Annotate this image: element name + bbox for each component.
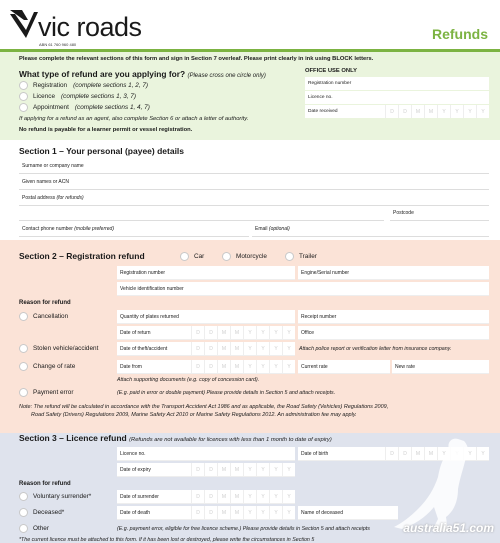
- date-boxes: [191, 360, 295, 373]
- legal-note-line-2: Road Safety (Drivers) Regulations 2009, Marine Safety Act 2010 or Marine Safety Regulations 2012. An administration fee may apply.: [31, 412, 357, 418]
- phone-field[interactable]: [19, 223, 249, 237]
- office-use-heading: OFFICE USE ONLY: [305, 68, 357, 74]
- field-hint: (for refunds): [56, 195, 84, 201]
- field-label: Vehicle identification number: [120, 286, 184, 292]
- date-box[interactable]: Y: [256, 342, 269, 355]
- date-box[interactable]: Y: [256, 326, 269, 339]
- date-box[interactable]: D: [398, 105, 411, 118]
- trailer-radio[interactable]: [285, 252, 294, 261]
- option-label: Licence: [33, 93, 56, 100]
- date-boxes: [191, 463, 295, 476]
- cancellation-option[interactable]: [19, 312, 68, 321]
- section-3-title-hint: (Refunds are not available for licences with less than 1 month to date of expiry): [129, 437, 332, 443]
- date-boxes: [191, 326, 295, 339]
- deceased-option[interactable]: [19, 508, 64, 517]
- other-radio[interactable]: [19, 524, 28, 533]
- date-box[interactable]: Y: [243, 463, 256, 476]
- voluntary-radio[interactable]: [19, 492, 28, 501]
- date-box[interactable]: M: [230, 506, 243, 519]
- field-label: Date of surrender: [120, 494, 159, 500]
- vin-field[interactable]: [117, 282, 489, 296]
- other-option[interactable]: [19, 524, 49, 533]
- field-label: Email: [255, 226, 268, 232]
- refund-type-section: [0, 52, 500, 140]
- date-box[interactable]: Y: [256, 360, 269, 373]
- date-box[interactable]: Y: [476, 105, 489, 118]
- option-note: (complete sections 1, 4, 7): [74, 104, 150, 111]
- date-box[interactable]: Y: [243, 490, 256, 503]
- email-field[interactable]: [252, 223, 489, 237]
- field-label: Licence no.: [120, 451, 146, 457]
- date-box[interactable]: Y: [282, 463, 295, 476]
- licence-number-field[interactable]: [117, 447, 295, 461]
- date-box[interactable]: M: [217, 326, 230, 339]
- date-box[interactable]: D: [204, 326, 217, 339]
- date-box[interactable]: Y: [243, 326, 256, 339]
- field-label: Date of theft/accident: [120, 346, 168, 352]
- date-box[interactable]: Y: [269, 342, 282, 355]
- option-label: Trailer: [299, 253, 317, 260]
- date-boxes: [191, 490, 295, 503]
- section-2-title: Section 2 – Registration refund: [19, 251, 145, 261]
- date-box[interactable]: Y: [269, 506, 282, 519]
- name-of-deceased-field[interactable]: [298, 506, 398, 520]
- date-box[interactable]: M: [230, 463, 243, 476]
- date-box[interactable]: Y: [450, 105, 463, 118]
- payment-error-option[interactable]: [19, 388, 74, 397]
- field-label: Date from: [120, 364, 142, 370]
- date-box[interactable]: Y: [282, 490, 295, 503]
- reason-heading: Reason for refund: [19, 300, 71, 306]
- date-box[interactable]: Y: [282, 506, 295, 519]
- field-label: Postcode: [393, 210, 414, 216]
- date-box[interactable]: M: [230, 326, 243, 339]
- registration-number-field[interactable]: [117, 266, 295, 280]
- date-box[interactable]: D: [385, 447, 398, 460]
- date-box[interactable]: D: [398, 447, 411, 460]
- deceased-radio[interactable]: [19, 508, 28, 517]
- cancellation-radio[interactable]: [19, 312, 28, 321]
- new-rate-field[interactable]: [392, 360, 489, 374]
- abn-number: ABN 61 760 960 480: [39, 42, 77, 47]
- date-box[interactable]: M: [217, 342, 230, 355]
- date-box[interactable]: Y: [463, 105, 476, 118]
- field-label: Postal address: [22, 195, 56, 201]
- postal-address-line2-field[interactable]: [19, 207, 384, 221]
- date-box[interactable]: M: [217, 490, 230, 503]
- form-title: Refunds: [432, 26, 488, 42]
- brand-name: vic roads: [38, 12, 142, 42]
- option-label: Payment error: [33, 389, 74, 396]
- agent-note: If applying for a refund as an agent, also complete Section 6 or attach a letter of authority.: [19, 116, 249, 122]
- date-box[interactable]: D: [191, 326, 204, 339]
- vehicle-car-option[interactable]: [180, 252, 204, 261]
- payment-error-note: (E.g. paid in error or double payment) Please provide details in Section 5 and attach receipts.: [117, 390, 336, 396]
- date-from-field[interactable]: [117, 360, 295, 374]
- vehicle-motorcycle-option[interactable]: [222, 252, 267, 261]
- option-label: Car: [194, 253, 205, 260]
- option-appointment[interactable]: [19, 103, 150, 112]
- date-box[interactable]: Y: [243, 342, 256, 355]
- date-box[interactable]: Y: [269, 463, 282, 476]
- option-label: Other: [33, 525, 49, 532]
- given-names-field[interactable]: [19, 176, 489, 190]
- date-box[interactable]: M: [217, 506, 230, 519]
- date-box[interactable]: M: [411, 447, 424, 460]
- field-hint: (mobile preferred): [74, 226, 115, 232]
- date-box[interactable]: D: [191, 506, 204, 519]
- current-rate-field[interactable]: [298, 360, 390, 374]
- field-label: Engine/Serial number: [301, 270, 350, 276]
- date-box[interactable]: Y: [463, 447, 476, 460]
- date-boxes: [191, 342, 295, 355]
- option-label: Registration: [33, 82, 68, 89]
- date-box[interactable]: Y: [437, 105, 450, 118]
- date-box[interactable]: Y: [476, 447, 489, 460]
- date-box[interactable]: D: [204, 463, 217, 476]
- legal-note-line-1: Note: The refund will be calculated in accordance with the Transport Accident Act 1986 and as applicable, the Road Safety (Vehicles) Regulations 2009,: [19, 404, 389, 410]
- concession-note: Attach supporting documents (e.g. copy of concession card).: [117, 377, 260, 383]
- postal-address-field[interactable]: [19, 192, 489, 206]
- surname-field[interactable]: [19, 160, 489, 174]
- date-box[interactable]: Y: [282, 360, 295, 373]
- stolen-radio[interactable]: [19, 344, 28, 353]
- appointment-radio[interactable]: [19, 103, 28, 112]
- field-label: Contact phone number: [22, 226, 73, 232]
- date-box[interactable]: Y: [269, 490, 282, 503]
- instruction-text: Please complete the relevant sections of this form and sign in Section 7 overleaf. Please print clearly in ink using BLOCK letters.: [19, 56, 374, 62]
- licence-footnote: *The current licence must be attached to this form. If it has been lost or destroyed, please write the circumstances in Section 5: [19, 537, 315, 543]
- option-label: Appointment: [33, 104, 69, 111]
- date-box[interactable]: Y: [269, 360, 282, 373]
- office-date-received-field[interactable]: [305, 105, 489, 119]
- learner-note: No refund is payable for a learner permit or vessel registration.: [19, 127, 193, 133]
- option-note: (complete sections 1, 2, 7): [73, 82, 149, 89]
- field-label: Current rate: [301, 364, 328, 370]
- field-label: Receipt number: [301, 314, 337, 320]
- date-surrender-field[interactable]: [117, 490, 295, 504]
- date-theft-field[interactable]: [117, 342, 295, 356]
- licence-radio[interactable]: [19, 92, 28, 101]
- field-label: Registration number: [120, 270, 166, 276]
- date-of-expiry-field[interactable]: [117, 463, 295, 477]
- field-label: Date of death: [120, 510, 151, 516]
- police-note: Attach police report or verification letter from insurance company.: [299, 346, 452, 352]
- vicroads-v-icon: [8, 8, 40, 42]
- date-box[interactable]: M: [230, 490, 243, 503]
- field-label: Date received: [308, 109, 338, 114]
- date-box[interactable]: M: [424, 105, 437, 118]
- section-3-title: [19, 433, 332, 443]
- date-box[interactable]: Y: [256, 506, 269, 519]
- office-registration-field[interactable]: [305, 77, 489, 91]
- legal-note: [19, 403, 489, 419]
- field-label: Surname or company name: [22, 163, 84, 169]
- date-boxes: [191, 506, 295, 519]
- date-box[interactable]: Y: [437, 447, 450, 460]
- vehicle-trailer-option[interactable]: [285, 252, 317, 261]
- section-1-personal-details: [0, 140, 500, 240]
- registration-radio[interactable]: [19, 81, 28, 90]
- field-label: Given names or ACN: [22, 179, 69, 185]
- car-radio[interactable]: [180, 252, 189, 261]
- date-box[interactable]: D: [204, 360, 217, 373]
- office-licence-field[interactable]: [305, 91, 489, 105]
- question-hint: (Please cross one circle only): [187, 73, 266, 79]
- option-label: Voluntary surrender*: [33, 493, 92, 500]
- motorcycle-radio[interactable]: [222, 252, 231, 261]
- date-box[interactable]: D: [204, 342, 217, 355]
- date-return-field[interactable]: [117, 326, 295, 340]
- section-3-title-text: Section 3 – Licence refund: [19, 433, 127, 443]
- option-note: (complete sections 1, 3, 7): [61, 93, 136, 100]
- field-label: Office: [301, 330, 314, 336]
- section-2-registration-refund: [0, 240, 500, 433]
- other-note: (E.g. payment error, eligible for free licence scheme.) Please provide details in Section 5 and attach receipts: [117, 526, 370, 532]
- change-rate-radio[interactable]: [19, 362, 28, 371]
- field-label: Quantity of plates returned: [120, 314, 179, 320]
- date-box[interactable]: D: [191, 463, 204, 476]
- receipt-number-field[interactable]: [298, 310, 489, 324]
- option-label: Stolen vehicle/accident: [33, 345, 99, 352]
- field-label: Date of expiry: [120, 467, 151, 473]
- date-box[interactable]: Y: [243, 506, 256, 519]
- date-box[interactable]: D: [191, 360, 204, 373]
- date-box[interactable]: Y: [269, 326, 282, 339]
- option-registration[interactable]: [19, 81, 148, 90]
- date-box[interactable]: D: [191, 342, 204, 355]
- change-rate-option[interactable]: [19, 362, 75, 371]
- stolen-option[interactable]: [19, 344, 98, 353]
- field-label: Date of birth: [301, 451, 329, 457]
- form-header: [0, 0, 500, 54]
- field-hint: (optional): [268, 226, 290, 232]
- option-label: Motorcycle: [236, 253, 267, 260]
- field-label: Licence no.: [308, 95, 333, 100]
- option-licence[interactable]: [19, 92, 136, 101]
- date-box[interactable]: D: [204, 490, 217, 503]
- date-box[interactable]: M: [230, 360, 243, 373]
- field-label: Date of return: [120, 330, 151, 336]
- date-box[interactable]: D: [385, 105, 398, 118]
- date-box[interactable]: Y: [282, 342, 295, 355]
- payment-error-radio[interactable]: [19, 388, 28, 397]
- date-boxes: [385, 105, 489, 118]
- watermark-text: australia51.com: [403, 521, 494, 535]
- date-box[interactable]: M: [217, 360, 230, 373]
- postcode-field[interactable]: [390, 207, 489, 221]
- date-box[interactable]: Y: [256, 490, 269, 503]
- refund-type-question: [19, 69, 266, 79]
- date-box[interactable]: M: [424, 447, 437, 460]
- date-box[interactable]: Y: [282, 326, 295, 339]
- section-1-title: Section 1 – Your personal (payee) details: [19, 146, 185, 156]
- option-label: Change of rate: [33, 363, 76, 370]
- date-box[interactable]: Y: [256, 463, 269, 476]
- plates-returned-field[interactable]: [117, 310, 295, 324]
- date-box[interactable]: M: [217, 463, 230, 476]
- engine-number-field[interactable]: [298, 266, 489, 280]
- field-label: New rate: [395, 364, 416, 370]
- date-of-death-field[interactable]: [117, 506, 295, 520]
- office-use-panel: [305, 68, 489, 119]
- field-label: Name of deceased: [301, 510, 343, 516]
- licence-reason-heading: Reason for refund: [19, 481, 71, 487]
- date-box[interactable]: M: [230, 342, 243, 355]
- field-label: Registration number: [308, 81, 352, 86]
- section-3-licence-refund: [0, 433, 500, 543]
- date-box[interactable]: D: [191, 490, 204, 503]
- option-label: Cancellation: [33, 313, 69, 320]
- vicroads-logo: [8, 8, 158, 48]
- office-field[interactable]: [298, 326, 489, 340]
- date-box[interactable]: M: [411, 105, 424, 118]
- date-box[interactable]: D: [204, 506, 217, 519]
- date-box[interactable]: Y: [243, 360, 256, 373]
- option-label: Deceased*: [33, 509, 65, 516]
- voluntary-surrender-option[interactable]: [19, 492, 91, 501]
- question-text: What type of refund are you applying for?: [19, 69, 186, 79]
